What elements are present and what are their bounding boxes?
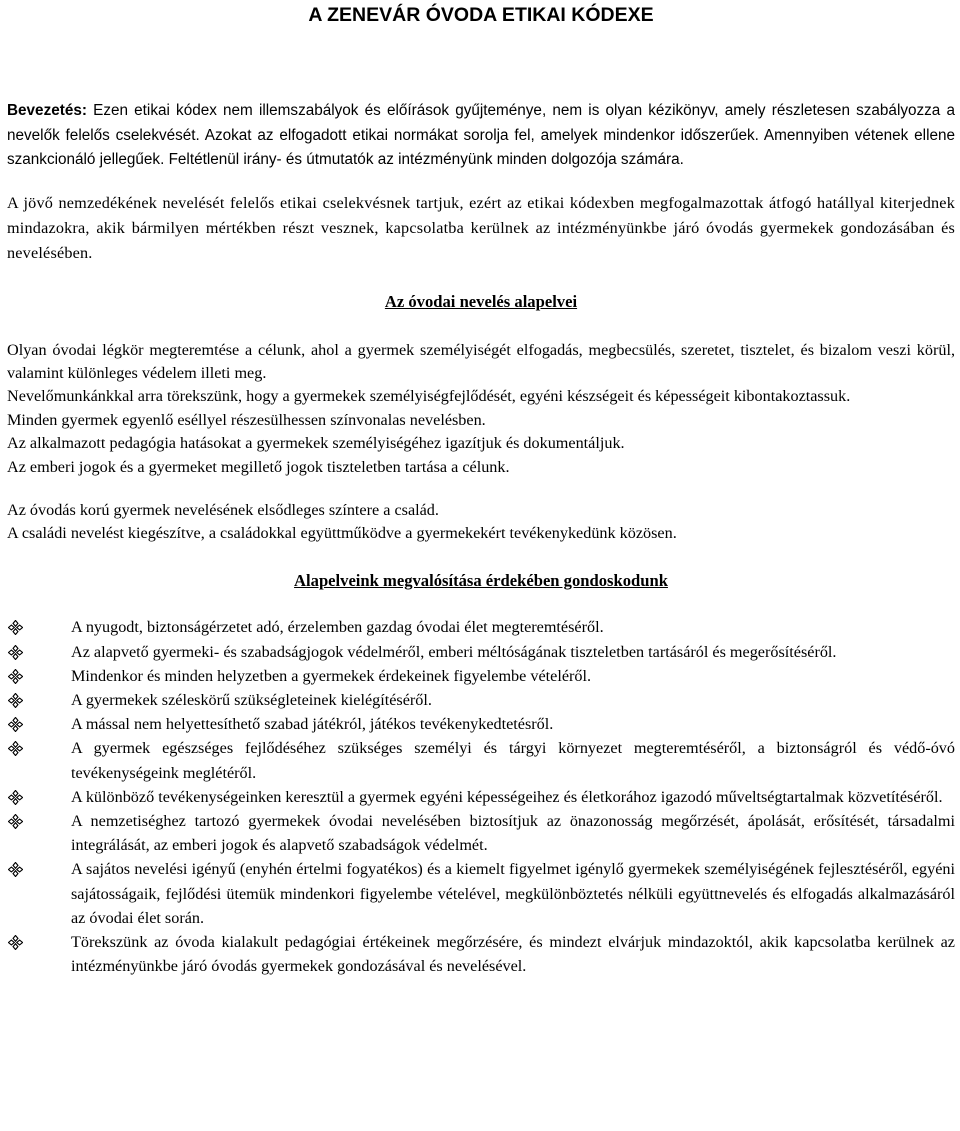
four-diamond-bullet-icon — [8, 693, 23, 708]
four-diamond-bullet-icon — [8, 814, 23, 829]
four-diamond-bullet-icon — [8, 645, 23, 660]
document-page — [7, 0, 955, 978]
principle-line: Az alkalmazott pedagógia hatásokat a gyermekek személyiségéhez igazítjuk és dokumentáljuk. — [7, 434, 625, 453]
list-item-text: A különböző tevékenységeinken keresztül a gyermek egyéni képességeihez és életkorához igazodó műveltségtartalmak közvetítéséről. — [71, 787, 943, 806]
four-diamond-bullet-icon — [8, 862, 23, 877]
list-item-text: Törekszünk az óvoda kialakult pedagógiai értékeinek megőrzésére, és mindezt elvárjuk mindazoktól, akik kapcsolatba kerülnek az intézményünkbe járó óvodás gyermekek gondozásával és nevelésével. — [71, 933, 955, 976]
list-item — [7, 930, 955, 978]
intro-lead: Bevezetés: — [7, 102, 87, 119]
list-item — [7, 785, 955, 809]
four-diamond-bullet-icon — [8, 620, 23, 635]
list-item-text: A mással nem helyettesíthető szabad játékról, játékos tevékenykedtetésről. — [71, 715, 554, 734]
list-item — [7, 712, 955, 736]
intro-text: Ezen etikai kódex nem illemszabályok és előírások gyűjteménye, nem is olyan kézikönyv, amely részletesen szabályozza a nevelők felelős cselekvését. Azokat az elfogadott etikai normákat sorolja fel, amelyek mindenkor időszerűek. Amennyiben vétenek ellene szankcionáló jellegűek. Feltétlenül irány- és útmutatók az intézményünk minden dolgozója számára. — [7, 102, 955, 168]
four-diamond-bullet-icon — [8, 717, 23, 732]
section-heading-implementation: Alapelveink megvalósítása érdekében gondoskodunk — [294, 570, 668, 590]
implementation-list — [7, 615, 955, 978]
list-item — [7, 857, 955, 930]
family-line: A családi nevelést kiegészítve, a családokkal együttműködve a gyermekekért tevékenykedünk közösen. — [7, 524, 677, 543]
document-title: A ZENEVÁR ÓVODA ETIKAI KÓDEXE — [308, 4, 654, 26]
principle-line: Nevelőmunkánkkal arra törekszünk, hogy a gyermekek személyiségfejlődését, egyéni készségeit és képességeit kibontakoztassuk. — [7, 387, 851, 406]
section-heading-principles: Az óvodai nevelés alapelvei — [384, 292, 578, 312]
list-item — [7, 640, 955, 664]
list-item-text: Az alapvető gyermeki- és szabadságjogok védelméről, emberi méltóságának tiszteletben tartásáról és megerősítéséről. — [71, 642, 837, 661]
family-line: Az óvodás korú gyermek nevelésének elsődleges színtere a család. — [7, 501, 439, 520]
list-item-text: A sajátos nevelési igényű (enyhén értelmi fogyatékos) és a kiemelt figyelmet igénylő gyermekek személyiségének fejlesztéséről, egyéni sajátosságaik, fejlődési ütemük mindenkori figyelembe vételével, megkülönböztetés nélküli együttnevelés és elfogadás alkalmazásáról az óvodai élet során. — [71, 860, 955, 927]
principle-line: Minden gyermek egyenlő eséllyel részesülhessen színvonalas nevelésben. — [7, 410, 486, 429]
principles-block — [7, 339, 955, 479]
responsibility-paragraph: A jövő nemzedékének nevelését felelős etikai cselekvésnek tartjuk, ezért az etikai kódexben megfogalmazottak átfogó hatállyal kiterjednek mindazokra, akik bármilyen mértékben részt vesznek, kapcsolatba kerülnek az intézményünkbe járó óvodás gyermekek gondozásában és nevelésében. — [7, 193, 955, 262]
principle-line: Az emberi jogok és a gyermeket megillető jogok tiszteletben tartása a célunk. — [7, 457, 510, 476]
four-diamond-bullet-icon — [8, 669, 23, 684]
four-diamond-bullet-icon — [8, 790, 23, 805]
list-item — [7, 664, 955, 688]
list-item-text: A gyermek egészséges fejlődéséhez szükséges személyi és tárgyi környezet megteremtéséről, a biztonságról és védő-óvó tevékenységeink meglétéről. — [71, 739, 955, 782]
list-item-text: A gyermekek széleskörű szükségleteinek kielégítéséről. — [71, 690, 432, 709]
list-item-text: A nemzetiséghez tartozó gyermekek óvodai nevelésében biztosítjuk az önazonosság megőrzését, ápolását, erősítését, társadalmi integrálását, az emberi jogok és alapvető szabadságok védelmét. — [71, 811, 955, 855]
family-block — [7, 499, 955, 546]
four-diamond-bullet-icon — [8, 935, 23, 950]
list-item — [7, 736, 955, 784]
list-item — [7, 615, 955, 639]
list-item — [7, 809, 955, 857]
intro-paragraph — [7, 99, 955, 173]
four-diamond-bullet-icon — [8, 741, 23, 756]
principle-line: Olyan óvodai légkör megteremtése a célunk, ahol a gyermek személyiségét elfogadás, megbecsülés, szeretet, tisztelet, és bizalom veszi körül, valamint különleges védelem illeti meg. — [7, 340, 955, 383]
list-item — [7, 688, 955, 712]
list-item-text: A nyugodt, biztonságérzetet adó, érzelemben gazdag óvodai élet megteremtéséről. — [71, 618, 604, 637]
list-item-text: Mindenkor és minden helyzetben a gyermekek érdekeinek figyelembe vételéről. — [71, 666, 592, 685]
